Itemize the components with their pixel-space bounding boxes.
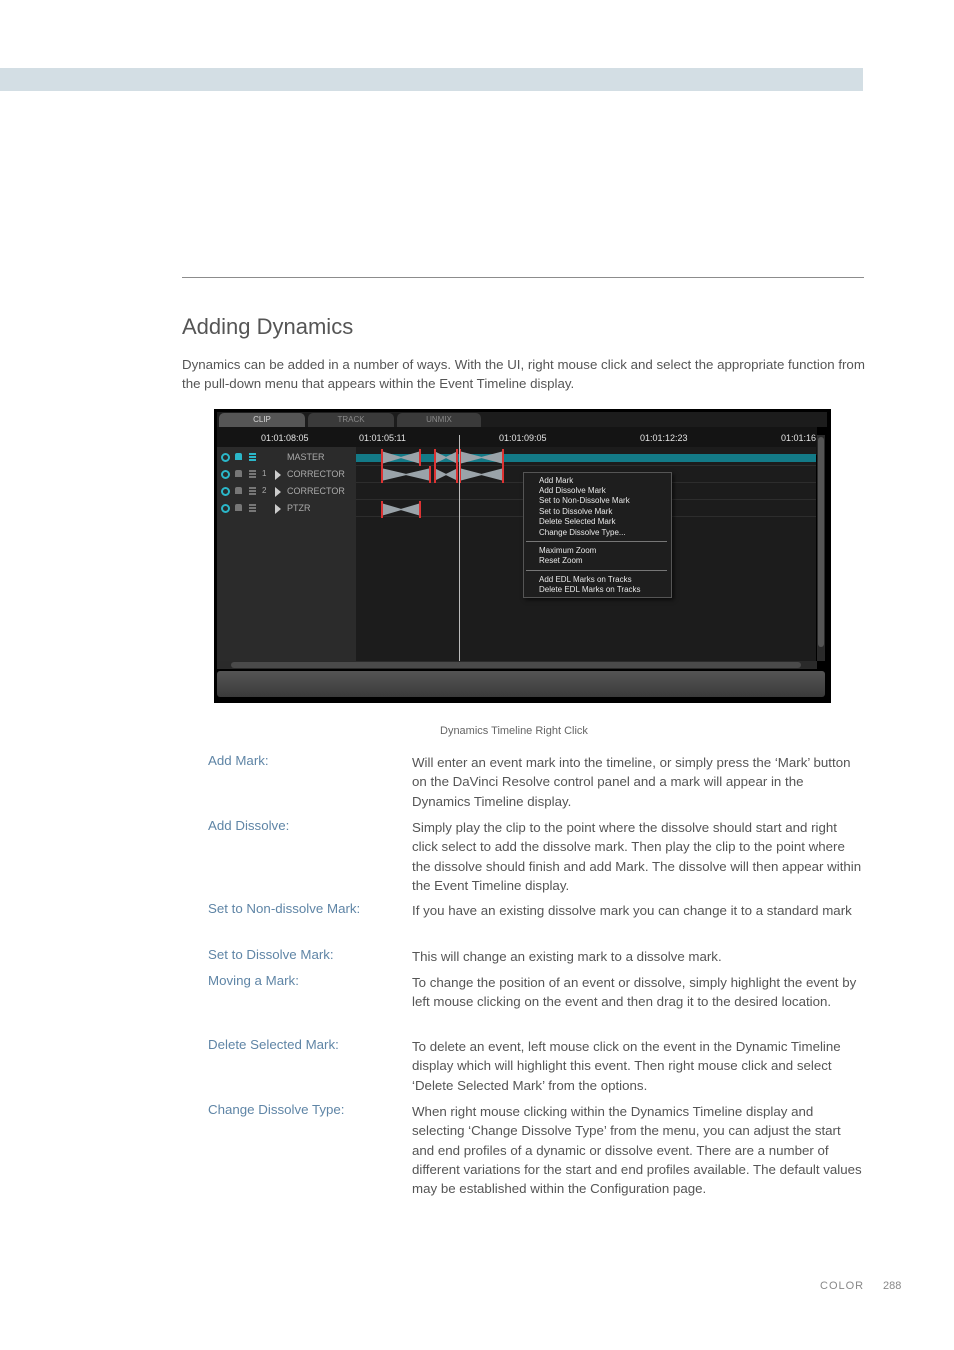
menu-item-change-dissolve-type[interactable]: Change Dissolve Type...	[539, 528, 626, 537]
menu-item-delete-edl-marks[interactable]: Delete EDL Marks on Tracks	[539, 585, 641, 594]
term-add-dissolve: Add Dissolve:	[208, 818, 290, 833]
track-row-master[interactable]	[217, 449, 356, 466]
layers-icon[interactable]	[249, 487, 256, 495]
tab-track[interactable]: TRACK	[308, 413, 394, 427]
expand-arrow-icon[interactable]	[275, 487, 281, 497]
dissolve-mark[interactable]	[381, 468, 431, 481]
enable-icon[interactable]	[221, 453, 230, 462]
dynamics-timeline-screenshot	[214, 409, 831, 703]
dissolve-mark[interactable]	[434, 468, 458, 481]
figure-caption: Dynamics Timeline Right Click	[440, 725, 588, 737]
menu-item-set-dissolve[interactable]: Set to Dissolve Mark	[539, 507, 613, 516]
layers-icon[interactable]	[249, 470, 256, 478]
scroll-thumb[interactable]	[818, 437, 824, 647]
menu-item-set-non-dissolve[interactable]: Set to Non-Dissolve Mark	[539, 496, 630, 505]
expand-arrow-icon[interactable]	[275, 470, 281, 480]
dissolve-mark[interactable]	[459, 468, 504, 481]
right-click-context-menu	[523, 472, 672, 598]
desc-set-dissolve: This will change an existing mark to a dissolve mark.	[412, 949, 722, 964]
header-band	[0, 68, 863, 91]
horizontal-scrollbar[interactable]	[217, 661, 817, 669]
enable-icon[interactable]	[221, 504, 230, 513]
track-label: MASTER	[287, 452, 325, 462]
ruler-timecode: 01:01:09:05	[499, 433, 547, 443]
desc-moving-mark: To change the position of an event or dissolve, simply highlight the event by left mouse clicking on the event and then drag it to the desired location.	[412, 975, 857, 1010]
layers-icon[interactable]	[249, 504, 256, 512]
vertical-scrollbar[interactable]	[817, 435, 825, 661]
track-label: CORRECTOR	[287, 469, 345, 479]
menu-separator	[526, 541, 667, 542]
track-label: PTZR	[287, 503, 311, 513]
lock-icon[interactable]	[235, 504, 242, 511]
menu-item-maximum-zoom[interactable]: Maximum Zoom	[539, 546, 597, 555]
track-number: 1	[262, 469, 267, 478]
desc-change-dissolve-type: When right mouse clicking within the Dynamics Timeline display and selecting ‘Change Dissolve Type’ from the menu, you can adjust the start and end profiles of a dynamic or dissolve event. There are a number of different variations for the start and end profiles available. The default values may be established within the Configuration page.	[412, 1104, 862, 1197]
layers-icon[interactable]	[249, 453, 256, 461]
menu-item-add-mark[interactable]: Add Mark	[539, 476, 574, 485]
section-title: Adding Dynamics	[182, 314, 354, 339]
dissolve-mark[interactable]	[381, 503, 421, 516]
page-number: 288	[883, 1280, 902, 1292]
track-row-corrector-2[interactable]	[217, 483, 356, 500]
ruler-timecode: 01:01:05:11	[359, 433, 406, 443]
menu-item-reset-zoom[interactable]: Reset Zoom	[539, 556, 583, 565]
bottom-toolbar	[217, 671, 825, 697]
desc-set-non-dissolve: If you have an existing dissolve mark you can change it to a standard mark	[412, 903, 852, 918]
ruler-timecode: 01:01:12:23	[640, 433, 688, 443]
scroll-thumb[interactable]	[231, 662, 801, 668]
desc-delete-selected: To delete an event, left mouse click on the event in the Dynamic Timeline display which will highlight this event. Then right mouse click and select ‘Delete Selected Mark’ from the options.	[412, 1039, 841, 1093]
track-header-panel	[217, 447, 356, 661]
term-set-non-dissolve: Set to Non-dissolve Mark:	[208, 901, 361, 916]
dissolve-mark[interactable]	[459, 451, 504, 464]
lock-icon[interactable]	[235, 453, 242, 460]
section-divider	[182, 277, 864, 278]
lane-divider	[356, 465, 816, 466]
timeline-tab-bar	[217, 412, 827, 427]
menu-item-add-edl-marks[interactable]: Add EDL Marks on Tracks	[539, 575, 632, 584]
term-add-mark: Add Mark:	[208, 753, 269, 768]
term-change-dissolve-type: Change Dissolve Type:	[208, 1102, 345, 1117]
tab-clip[interactable]: CLIP	[219, 413, 305, 427]
desc-add-mark: Will enter an event mark into the timeline, or simply press the ‘Mark’ button on the DaVinci Resolve control panel and a mark will appear in the Dynamics Timeline display.	[412, 755, 851, 809]
track-row-ptzr[interactable]	[217, 500, 356, 517]
current-timecode: 01:01:08:05	[261, 433, 309, 443]
dissolve-mark[interactable]	[381, 451, 421, 464]
enable-icon[interactable]	[221, 487, 230, 496]
term-set-dissolve: Set to Dissolve Mark:	[208, 947, 334, 962]
track-number: 2	[262, 486, 267, 495]
term-delete-selected: Delete Selected Mark:	[208, 1037, 339, 1052]
desc-add-dissolve: Simply play the clip to the point where the dissolve should start and right click select to add the dissolve mark. Then play the clip to the point where the dissolve should finish and add Mark. The dissolve will then appear within the Event Timeline display.	[412, 820, 862, 893]
dissolve-mark[interactable]	[434, 451, 458, 464]
lock-icon[interactable]	[235, 470, 242, 477]
track-row-corrector-1[interactable]	[217, 466, 356, 483]
lock-icon[interactable]	[235, 487, 242, 494]
menu-separator	[526, 570, 667, 571]
term-moving-mark: Moving a Mark:	[208, 973, 299, 988]
master-dynamics-bar[interactable]	[356, 454, 816, 462]
menu-item-delete-selected[interactable]: Delete Selected Mark	[539, 517, 616, 526]
enable-icon[interactable]	[221, 470, 230, 479]
expand-arrow-icon[interactable]	[275, 504, 281, 514]
ruler-timecode: 01:01:16	[781, 433, 817, 443]
footer-section-label: COLOR	[820, 1280, 865, 1292]
menu-item-add-dissolve-mark[interactable]: Add Dissolve Mark	[539, 486, 606, 495]
tab-unmix[interactable]: UNMIX	[397, 413, 481, 427]
playhead[interactable]	[459, 435, 460, 661]
intro-paragraph: Dynamics can be added in a number of ways. With the UI, right mouse click and select the appropriate function from the pull-down menu that appears within the Event Timeline display.	[182, 357, 865, 391]
track-label: CORRECTOR	[287, 486, 345, 496]
